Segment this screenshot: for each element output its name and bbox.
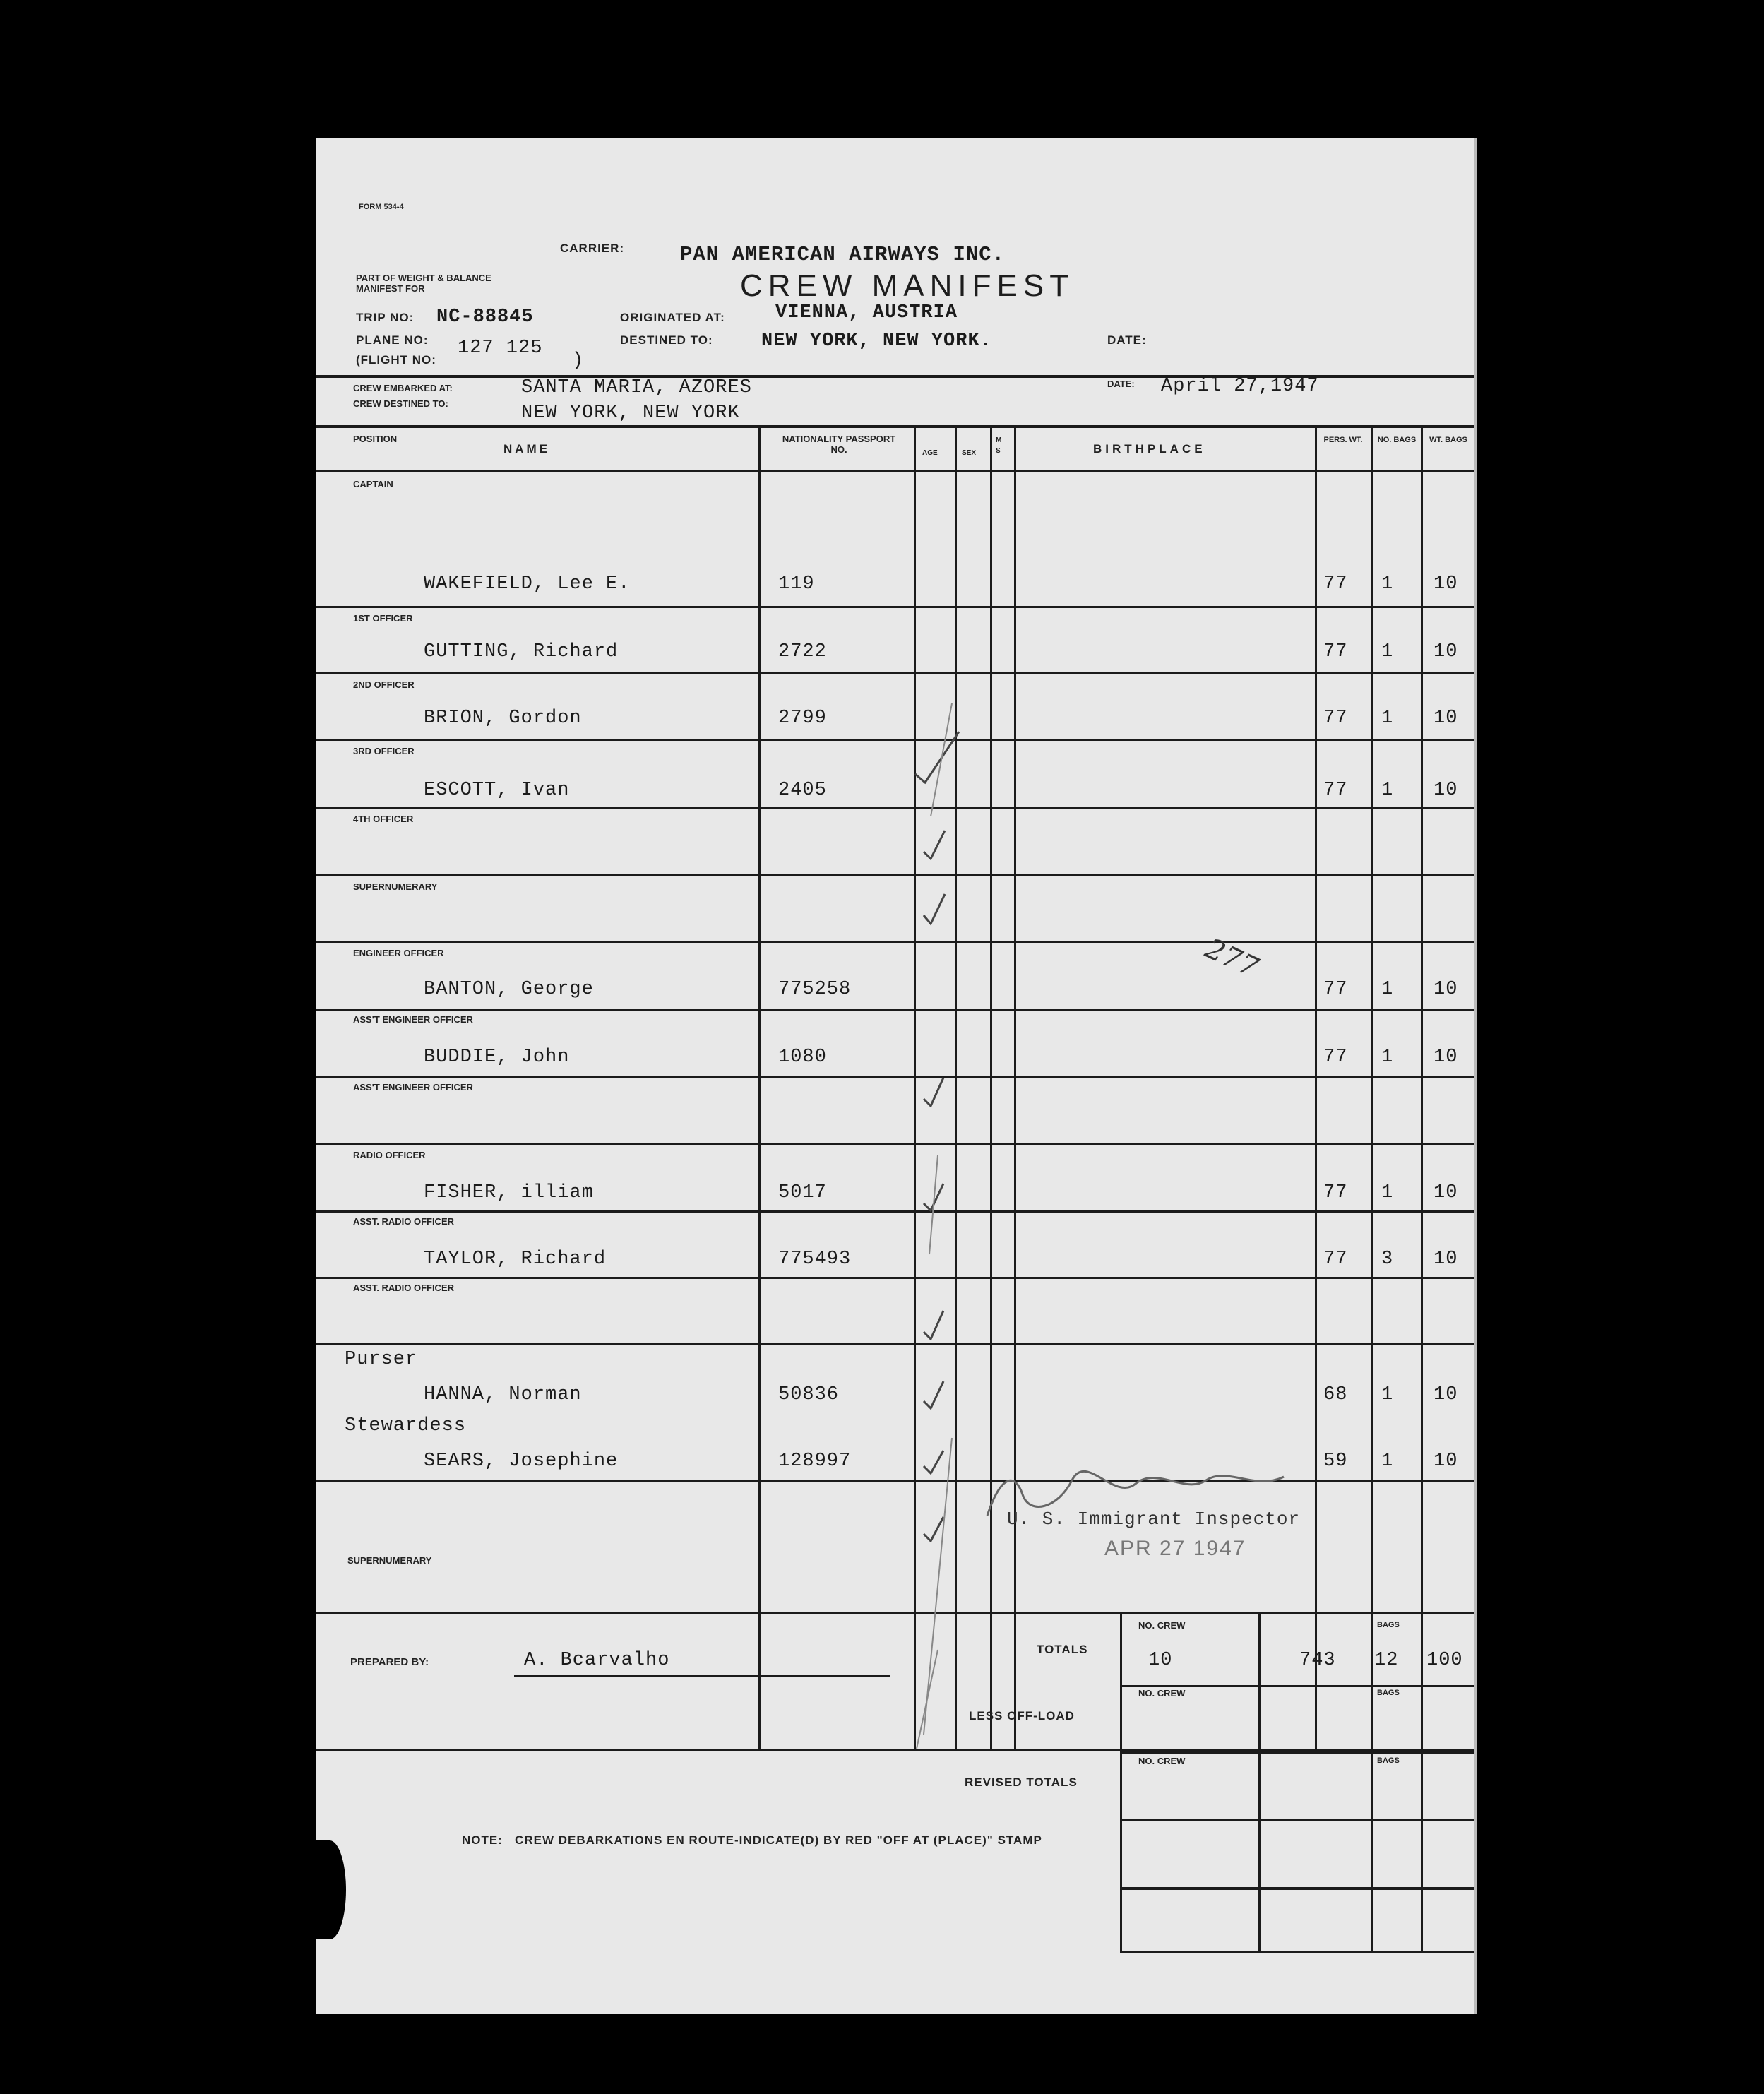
crew-bags: 1 [1381,1384,1394,1405]
hdr-sex: SEX [962,449,977,457]
pos-asst-radio: ASST. RADIO OFFICER [353,1283,455,1293]
table-row [316,1182,1474,1210]
total-weight: 743 [1299,1650,1336,1671]
totals-row-rule [1120,1819,1474,1821]
crew-passport: 2405 [778,780,827,801]
crew-passport: 2799 [778,708,827,729]
crew-name: SEARS, Josephine [424,1451,619,1472]
crew-wt-bags: 10 [1434,708,1458,729]
crew-name: BUDDIE, John [424,1047,570,1068]
crew-destined-label: CREW DESTINED TO: [353,398,448,409]
no-crew-label: NO. CREW [1138,1756,1186,1766]
revised-totals-label: REVISED TOTALS [965,1775,1078,1789]
crew-wt-bags: 10 [1434,979,1458,1000]
destined-label: DESTINED TO: [620,333,713,347]
check-mark [915,732,959,783]
crew-wt-bags: 10 [1434,1249,1458,1270]
crew-bags: 1 [1381,708,1394,729]
hdr-position: POSITION [353,434,398,444]
check-mark [924,831,945,859]
part-of-label: PART OF WEIGHT & BALANCE MANIFEST FOR [356,273,491,294]
table-row [316,979,1474,1007]
date-label: DATE: [1107,333,1147,347]
totals-left-rule [1120,1612,1122,1951]
manifest-page [316,138,1477,2014]
form-number: FORM 534-4 [359,203,404,211]
check-mark [924,1517,943,1541]
col-divider-birthplace [1014,425,1016,1749]
total-bags: 12 [1374,1650,1399,1671]
check-mark [924,894,945,924]
pos-first-officer: 1ST OFFICER [353,613,413,624]
originated-label: ORIGINATED AT: [620,311,725,324]
originated-at: VIENNA, AUSTRIA [775,302,958,323]
pos-third-officer: 3RD OFFICER [353,746,415,756]
check-marks [910,520,1008,1763]
torn-edge [314,1840,346,1939]
flight-no-label: (FLIGHT NO: [356,353,436,367]
crew-passport: 50836 [778,1384,840,1405]
inspector-label: U. S. Immigrant Inspector [1007,1509,1301,1530]
crew-wt-bags: 10 [1434,641,1458,662]
crew-bags: 3 [1381,1249,1394,1270]
crew-name: BRION, Gordon [424,708,582,729]
crew-wt-bags: 10 [1434,1451,1458,1472]
crew-name: HANNA, Norman [424,1384,582,1405]
crew-destined: NEW YORK, NEW YORK [521,403,740,424]
pos-asst-engineer: ASS'T ENGINEER OFFICER [353,1014,473,1025]
table-row [316,1047,1474,1075]
row-rule [316,1076,1474,1078]
header-bottom-rule [316,470,1474,472]
pos-supernumerary: SUPERNUMERARY [347,1555,432,1566]
table-row [316,780,1474,808]
col-divider-passport [758,425,761,1749]
destined-to: NEW YORK, NEW YORK. [761,331,992,352]
crew-pers-wt: 77 [1323,1047,1348,1068]
row-rule [316,941,1474,943]
carrier-label: CARRIER: [560,242,625,255]
crew-wt-bags: 10 [1434,1182,1458,1203]
carrier-name: PAN AMERICAN AIRWAYS INC. [680,243,1006,266]
row-rule [316,672,1474,674]
date2-label: DATE: [1107,379,1135,389]
totals-label: TOTALS [1037,1643,1088,1656]
check-mark [924,1381,943,1408]
crew-passport: 2722 [778,641,827,662]
crew-pers-wt: 68 [1323,1384,1348,1405]
table-row [316,708,1474,736]
crew-name: GUTTING, Richard [424,641,619,662]
bags-label: BAGS [1377,1689,1400,1697]
crew-bags: 1 [1381,780,1394,801]
table-row [316,1384,1474,1412]
crew-name: TAYLOR, Richard [424,1249,607,1270]
crew-passport: 1080 [778,1047,827,1068]
col-divider-perswt [1315,425,1317,1749]
crew-bags: 1 [1381,641,1394,662]
col-divider-wtbags [1421,425,1423,1749]
table-row [316,641,1474,670]
crew-passport: 119 [778,573,815,595]
prepared-by-line [514,1675,890,1677]
crew-wt-bags: 10 [1434,1047,1458,1068]
row-rule [316,1343,1474,1345]
total-no-crew: 10 [1148,1650,1173,1671]
plane-no: 127 125 [458,338,543,359]
row-rule [316,1210,1474,1213]
totals-col-rule [1258,1612,1261,1951]
prepared-by-label: PREPARED BY: [350,1656,429,1668]
margin-mark: 277 [1200,932,1263,984]
table-row [316,1451,1474,1479]
crew-pers-wt: 59 [1323,1451,1348,1472]
hdr-pers-wt: PERS. WT. [1323,436,1363,444]
crew-bags: 1 [1381,1451,1394,1472]
row-rule [316,1143,1474,1145]
crew-pers-wt: 77 [1323,573,1348,595]
plane-no-label: PLANE NO: [356,333,429,347]
crew-wt-bags: 10 [1434,573,1458,595]
crew-pers-wt: 77 [1323,979,1348,1000]
crew-name: WAKEFIELD, Lee E. [424,573,631,595]
less-offload-label: LESS OFF-LOAD [969,1709,1075,1723]
pos-radio-officer: RADIO OFFICER [353,1150,426,1160]
pos-engineer-officer: ENGINEER OFFICER [353,948,444,958]
pos-second-officer: 2ND OFFICER [353,679,415,690]
pos-asst-engineer: ASS'T ENGINEER OFFICER [353,1082,473,1093]
row-rule [316,1612,1474,1614]
col-divider-bags [1371,425,1373,1749]
totals-row-rule [1120,1685,1474,1687]
crew-name: BANTON, George [424,979,594,1000]
crew-pers-wt: 77 [1323,641,1348,662]
crew-bags: 1 [1381,1047,1394,1068]
pos-captain: CAPTAIN [353,479,393,489]
flight-no-close: ) [572,350,585,371]
total-wt-bags: 100 [1426,1650,1463,1671]
hdr-ms: M S [996,436,1002,455]
crew-name: ESCOTT, Ivan [424,780,570,801]
crew-pers-wt: 77 [1323,1182,1348,1203]
pos-fourth-officer: 4TH OFFICER [353,814,414,824]
crew-embarked: SANTA MARIA, AZORES [521,377,752,398]
hdr-name: NAME [503,442,551,456]
crew-wt-bags: 10 [1434,780,1458,801]
no-crew-label: NO. CREW [1138,1688,1186,1699]
trip-no-label: TRIP NO: [356,311,415,324]
bags-label: BAGS [1377,1756,1400,1765]
pos-asst-radio: ASST. RADIO OFFICER [353,1216,455,1227]
table-row [316,573,1474,602]
crew-bags: 1 [1381,573,1394,595]
trip-no: NC-88845 [436,307,534,328]
table-row [316,1249,1474,1277]
row-rule [316,874,1474,876]
check-mark [924,1451,943,1473]
pencil-stroke [917,703,952,1749]
hdr-birthplace: BIRTHPLACE [1093,442,1206,456]
date2: April 27,1947 [1161,376,1319,397]
totals-row-rule [1120,1751,1474,1754]
inspector-date-stamp: APR 27 1947 [1104,1537,1246,1560]
hdr-age: AGE [922,449,938,457]
pos-purser: Purser [345,1349,418,1370]
pos-supernumerary: SUPERNUMERARY [353,881,438,892]
pos-stewardess: Stewardess [345,1415,467,1436]
crew-bags: 1 [1381,1182,1394,1203]
totals-bottom-rule [1120,1951,1474,1953]
row-rule [316,1277,1474,1279]
crew-embarked-label: CREW EMBARKED AT: [353,383,453,393]
crew-passport: 775493 [778,1249,852,1270]
footer-note: NOTE: CREW DEBARKATIONS EN ROUTE-INDICATE(D) BY RED "OFF AT (PLACE)" STAMP [462,1833,1042,1847]
crew-bags: 1 [1381,979,1394,1000]
table-top-rule [316,425,1474,428]
no-crew-label: NO. CREW [1138,1620,1186,1631]
crew-pers-wt: 77 [1323,780,1348,801]
totals-col-rule [1371,1612,1373,1951]
check-mark [924,1311,943,1339]
hdr-nationality: NATIONALITY PASSPORT NO. [782,434,896,455]
crew-passport: 128997 [778,1451,852,1472]
check-mark [924,1078,943,1106]
hdr-no-bags: NO. BAGS [1377,436,1417,444]
totals-bottom-rule [1120,1887,1474,1890]
bags-label: BAGS [1377,1621,1400,1629]
crew-wt-bags: 10 [1434,1384,1458,1405]
crew-name: FISHER, illiam [424,1182,594,1203]
row-rule [316,606,1474,608]
manifest-title: CREW MANIFEST [740,268,1075,303]
prepared-by: A. Bcarvalho [524,1650,670,1671]
crew-passport: 5017 [778,1182,827,1203]
totals-col-rule [1421,1612,1423,1951]
crew-passport: 775258 [778,979,852,1000]
crew-pers-wt: 77 [1323,1249,1348,1270]
row-rule [316,739,1474,741]
hdr-wt-bags: WT. BAGS [1429,436,1467,444]
row-rule [316,1009,1474,1011]
row-rule [316,1480,1474,1482]
crew-pers-wt: 77 [1323,708,1348,729]
